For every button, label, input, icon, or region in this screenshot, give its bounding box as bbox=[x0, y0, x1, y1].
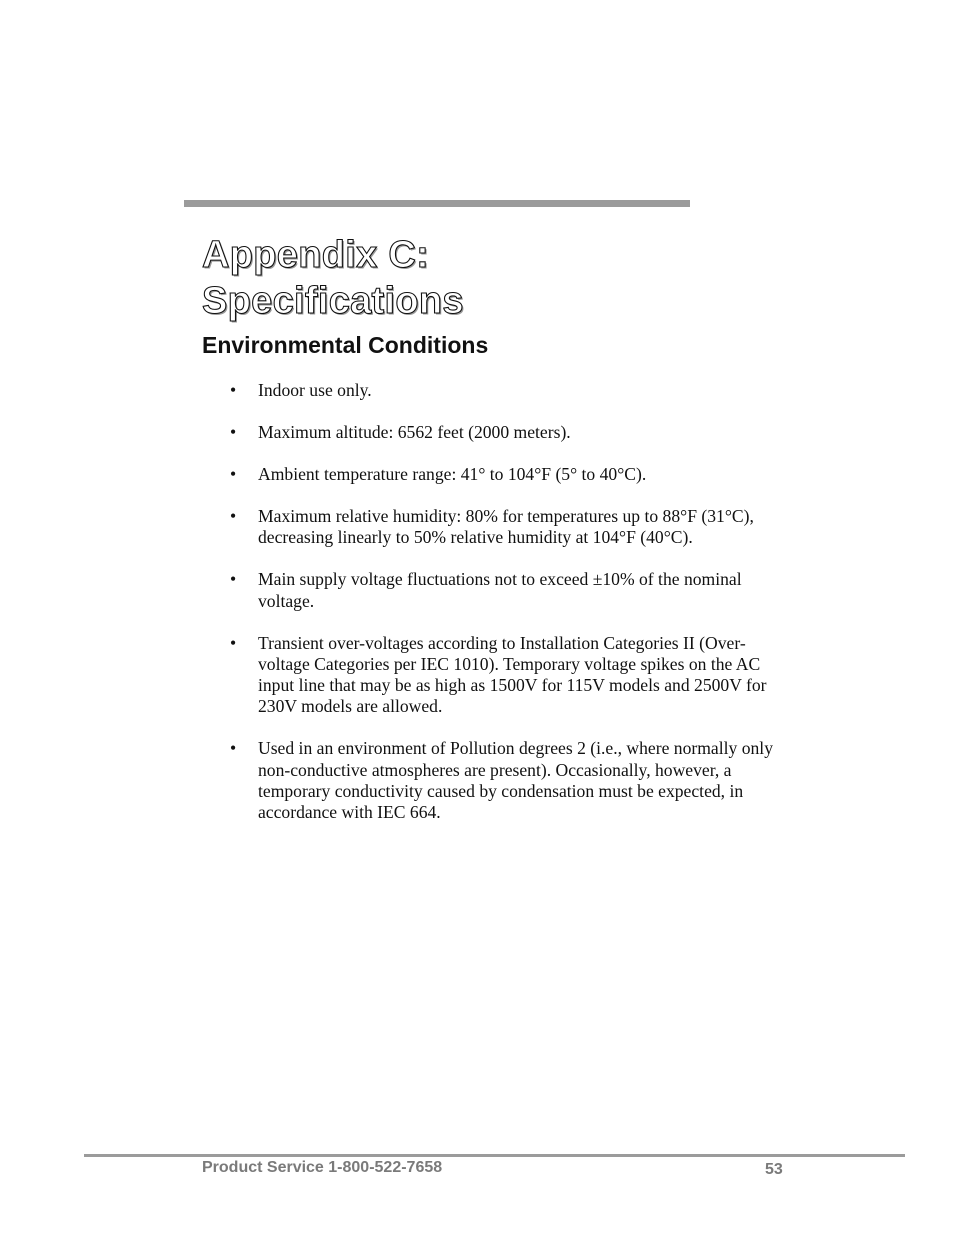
list-item-text: Main supply voltage fluctuations not to exceed ±10% of the nominal voltage. bbox=[258, 569, 742, 611]
list-item bbox=[230, 464, 790, 485]
list-item bbox=[230, 738, 790, 823]
list-item bbox=[230, 633, 790, 718]
footer-service-text: Product Service 1-800-522-7658 bbox=[202, 1159, 443, 1176]
list-item-text: Maximum relative humidity: 80% for temperatures up to 88°F (31°C), decreasing linearly to 50% relative humidity at 104°F (40°C). bbox=[258, 505, 754, 548]
section-heading: Environmental Conditions bbox=[202, 332, 489, 358]
list-item bbox=[230, 422, 790, 443]
list-item-text: Used in an environment of Pollution degrees 2 (i.e., where normally only non-conductive atmospheres are present). Occasionally, however, a temporary conductivity caused by condensation must be expected, in accordance with IEC 664. bbox=[258, 738, 773, 823]
bullet-icon: • bbox=[230, 505, 237, 526]
page-number: 53 bbox=[765, 1161, 783, 1178]
list-item-text: Maximum altitude: 6562 feet (2000 meters). bbox=[258, 421, 571, 442]
list-item bbox=[230, 569, 790, 612]
environmental-conditions-list bbox=[230, 380, 790, 844]
page-title-line-1: Appendix C: bbox=[202, 234, 430, 276]
list-item-text: Ambient temperature range: 41° to 104°F (5° to 40°C). bbox=[258, 463, 647, 484]
list-item bbox=[230, 380, 790, 401]
top-rule bbox=[184, 200, 690, 207]
page-title-line-2: Specifications bbox=[202, 280, 464, 322]
bullet-icon: • bbox=[230, 463, 237, 484]
bullet-icon: • bbox=[230, 421, 237, 442]
bullet-icon: • bbox=[230, 569, 237, 590]
list-item bbox=[230, 506, 790, 549]
footer-rule bbox=[84, 1154, 905, 1157]
bullet-icon: • bbox=[230, 738, 237, 759]
list-item-text: Transient over-voltages according to Installation Categories II (Over-voltage Categories per IEC 1010). Temporary voltage spikes on the AC input line that may be as high as 1500V for 115V models and 2500V for 230V models are allowed. bbox=[258, 632, 767, 717]
page-title bbox=[202, 232, 464, 324]
bullet-icon: • bbox=[230, 632, 237, 653]
list-item-text: Indoor use only. bbox=[258, 380, 372, 400]
bullet-icon: • bbox=[230, 380, 237, 400]
